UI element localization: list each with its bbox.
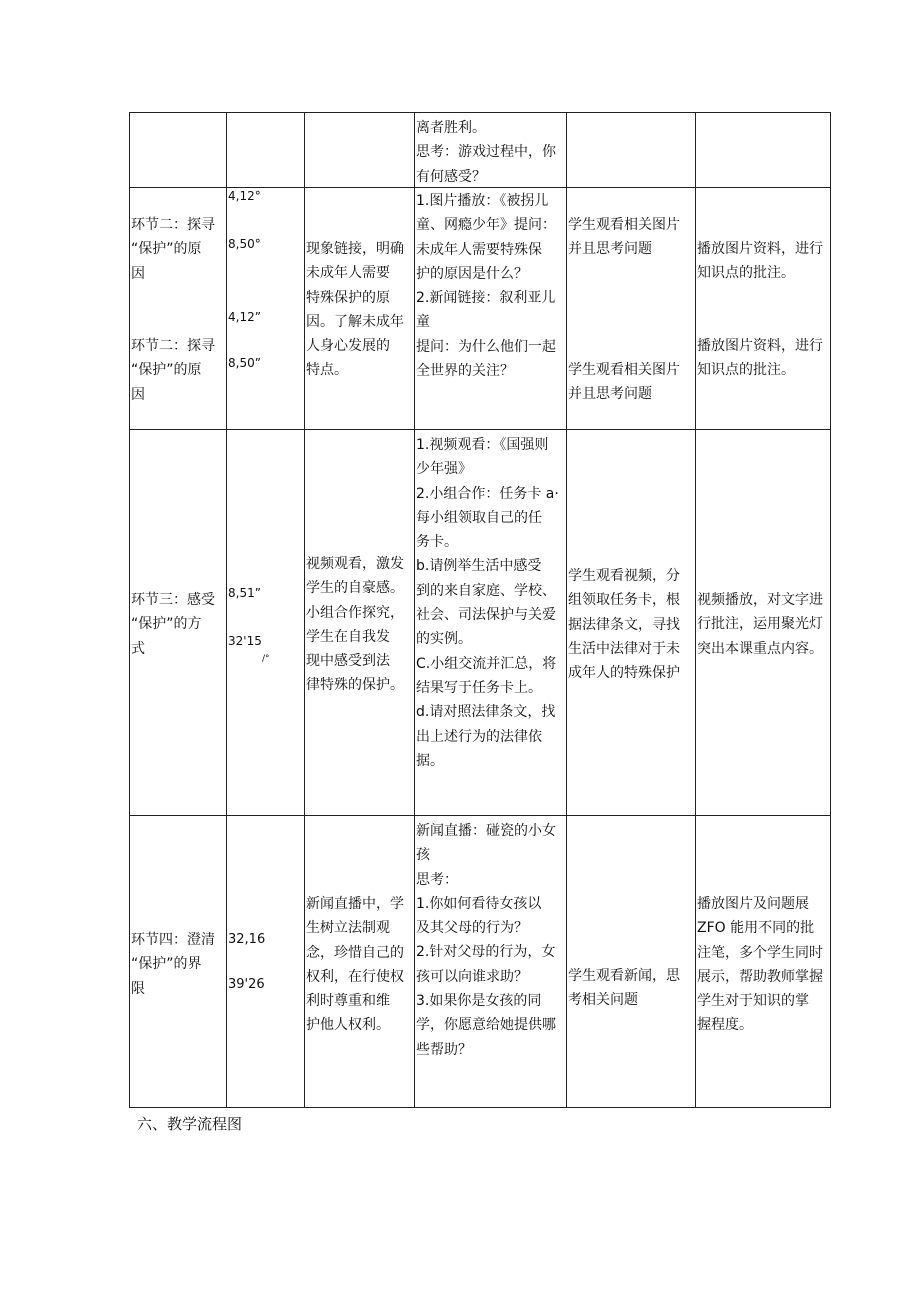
row1-media-use: [697, 237, 830, 286]
row2-student-activity: [568, 564, 695, 685]
table-border-left: [129, 112, 130, 1108]
row2-stage-label: [131, 588, 226, 661]
text-line: 播放图片资料，进行: [697, 338, 823, 354]
text-line: 童、网瘾少年》提问：: [416, 217, 556, 234]
text-line: 学，你愿意给她提供哪: [416, 1017, 556, 1034]
text-line: 学生的自豪感。: [306, 580, 404, 597]
text-line: 有何感受？: [416, 168, 486, 185]
text-line: 学生在自我发: [306, 628, 390, 645]
row1-teaching-goal: [306, 237, 414, 383]
row3-stage-label: [131, 928, 226, 1001]
text-line: 的实例。: [416, 631, 472, 648]
text-line: 未成年人需要特殊保: [416, 241, 542, 258]
text-line: 突出本课重点内容。: [697, 640, 823, 657]
text-line: 环节三：感受: [131, 592, 215, 608]
table-col-divider: [304, 112, 305, 1108]
text-line: 未成年人需要: [306, 265, 390, 282]
table-col-divider: [566, 112, 567, 1108]
text-line: 2.小组合作：任务卡 a·: [416, 485, 559, 502]
text-line: 小组合作探究，: [306, 604, 404, 621]
row1-student-activity-repeat: [568, 358, 695, 407]
row1-media-use-repeat: [697, 334, 830, 383]
table-row-divider: [129, 815, 831, 816]
text-line: “保护”的原: [131, 241, 202, 258]
text-line: d.请对照法律条文，找: [416, 704, 556, 721]
table-col-divider: [695, 112, 696, 1108]
row1-stage-label-repeat: [131, 334, 226, 407]
text-line: 知识点的批注。: [697, 362, 795, 379]
text-line: 新闻直播：碰瓷的小女: [416, 823, 556, 839]
text-line: 学生观看新闻，思: [568, 968, 680, 984]
text-line: 孩: [416, 847, 430, 864]
text-line: 及其父母的行为？: [416, 920, 528, 937]
table-border-top: [129, 112, 831, 113]
row1-time-end-repeat: 8,50”: [228, 356, 261, 370]
row0-teacher-activity: [416, 116, 566, 189]
text-line: ZFO 能用不同的批: [697, 920, 815, 937]
table-border-right: [830, 112, 831, 1108]
row2-time-mark: /°: [262, 654, 270, 664]
row1-time-start-repeat: 4,12”: [228, 310, 261, 324]
text-line: 权利，在行使权: [306, 968, 404, 985]
text-line: 全世界的关注？: [416, 363, 514, 380]
text-line: 思考：: [416, 871, 458, 888]
row3-time-start: 32,16: [228, 932, 266, 947]
text-line: 并且思考问题: [568, 386, 652, 403]
text-line: 学生对于知识的掌: [697, 993, 809, 1010]
text-line: 播放图片资料，进行: [697, 241, 823, 257]
row3-teacher-activity: [416, 819, 566, 1062]
row2-time-start: 8,51”: [228, 586, 261, 600]
text-line: 到的来自家庭、学校、: [416, 582, 556, 599]
row2-time-end: 32'15: [228, 634, 262, 648]
text-line: 因。了解未成年: [306, 313, 404, 330]
text-line: 些帮助？: [416, 1041, 472, 1058]
text-line: C.小组交流并汇总，将: [416, 655, 557, 672]
text-line: 式: [131, 640, 145, 657]
text-line: 行批注，运用聚光灯: [697, 616, 823, 633]
section-heading: 六、教学流程图: [137, 1115, 243, 1133]
text-line: 播放图片及问题展: [697, 896, 809, 912]
row2-teacher-activity: [416, 433, 566, 773]
text-line: 因: [131, 386, 145, 403]
text-line: “保护”的界: [131, 956, 202, 973]
table-col-divider: [414, 112, 415, 1108]
row3-time-end: 39'26: [228, 977, 265, 992]
text-line: 3.如果你是女孩的同: [416, 993, 542, 1010]
row2-teaching-goal: [306, 552, 414, 698]
text-line: 孩可以向谁求助？: [416, 968, 528, 985]
text-line: 知识点的批注。: [697, 265, 795, 282]
text-line: 结果写于任务卡上。: [416, 679, 542, 696]
text-line: 学生观看相关图片: [568, 362, 680, 378]
text-line: 1.你如何看待女孩以: [416, 895, 542, 912]
text-line: 念，珍惜自己的: [306, 944, 404, 961]
table-col-divider: [226, 112, 227, 1108]
text-line: 提问：为什么他们一起: [416, 338, 556, 355]
text-line: “保护”的方: [131, 616, 202, 633]
text-line: 组领取任务卡，根: [568, 592, 680, 609]
row3-student-activity: [568, 964, 695, 1013]
text-line: 离者胜利。: [416, 120, 486, 136]
text-line: 据。: [416, 752, 444, 769]
row2-media-use: [697, 588, 830, 661]
text-line: 因: [131, 265, 145, 282]
text-line: 利时尊重和维: [306, 993, 390, 1010]
row1-time-start: 4,12°: [228, 189, 261, 203]
row1-student-activity: [568, 213, 695, 262]
text-line: 思考：游戏过程中，你: [416, 144, 556, 161]
text-line: 新闻直播中，学: [306, 896, 404, 912]
text-line: 特点。: [306, 362, 348, 379]
text-line: 生活中法律对于未: [568, 640, 680, 657]
text-line: 务卡。: [416, 534, 458, 551]
text-line: b.请例举生活中感受: [416, 558, 542, 575]
text-line: 学生观看视频，分: [568, 568, 680, 584]
text-line: 成年人的特殊保护: [568, 665, 680, 682]
text-line: 护他人权利。: [306, 1017, 390, 1034]
text-line: 生树立法制观: [306, 920, 390, 937]
text-line: 1.图片播放：《被拐儿: [416, 193, 549, 209]
text-line: 社会、司法保护与关爱: [416, 607, 556, 624]
text-line: “保护”的原: [131, 362, 202, 379]
text-line: 现象链接，明确: [306, 241, 404, 257]
text-line: 人身心发展的: [306, 338, 390, 355]
text-line: 限: [131, 980, 145, 997]
text-line: 少年强》: [416, 461, 472, 478]
text-line: 律特殊的保护。: [306, 677, 404, 694]
row1-time-end: 8,50°: [228, 237, 261, 251]
text-line: 考相关问题: [568, 992, 638, 1009]
table-border-bottom: [129, 1107, 831, 1108]
text-line: 特殊保护的原: [306, 289, 390, 306]
text-line: 注笔，多个学生同时: [697, 944, 823, 961]
row1-teacher-activity: [416, 189, 566, 383]
text-line: 视频观看，激发: [306, 556, 404, 572]
text-line: 环节二：探寻: [131, 338, 215, 354]
row1-stage-label: [131, 213, 226, 286]
text-line: 每小组领取自己的任: [416, 509, 542, 526]
row3-teaching-goal: [306, 892, 414, 1038]
text-line: 2.新闻链接：叙利亚儿: [416, 290, 556, 307]
text-line: 展示，帮助教师掌握: [697, 968, 823, 985]
row3-media-use: [697, 892, 830, 1038]
text-line: 童: [416, 314, 430, 331]
text-line: 环节二：探寻: [131, 217, 215, 233]
text-line: 护的原因是什么？: [416, 265, 528, 282]
text-line: 学生观看相关图片: [568, 217, 680, 233]
text-line: 出上述行为的法律依: [416, 728, 542, 745]
text-line: 现中感受到法: [306, 653, 390, 670]
text-line: 据法律条文，寻找: [568, 616, 680, 633]
text-line: 环节四：澄清: [131, 932, 215, 948]
text-line: 并且思考问题: [568, 241, 652, 258]
text-line: 1.视频观看：《国强则: [416, 437, 549, 453]
text-line: 握程度。: [697, 1017, 753, 1034]
text-line: 视频播放，对文字进: [697, 592, 823, 608]
text-line: 2.针对父母的行为，女: [416, 944, 556, 961]
table-row-divider: [129, 429, 831, 430]
